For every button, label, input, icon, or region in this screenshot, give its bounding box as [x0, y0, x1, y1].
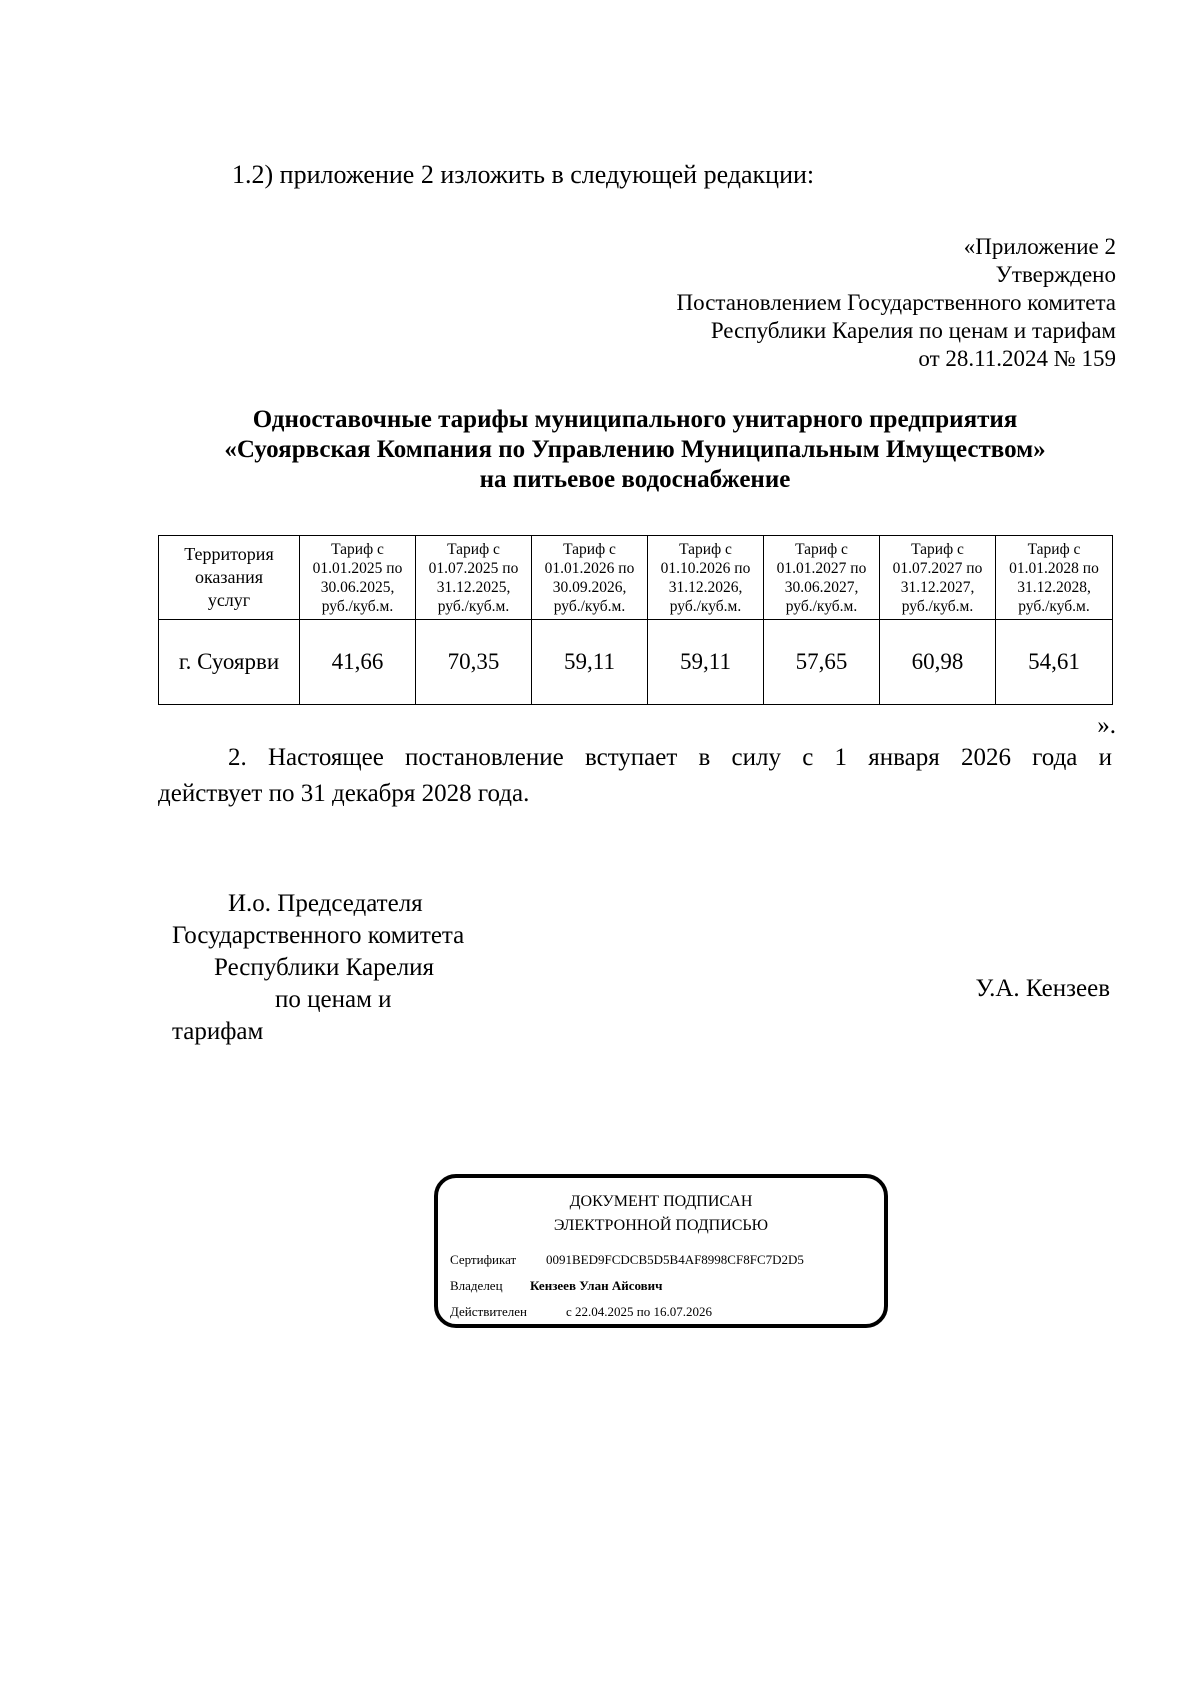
stamp-validity-row: Действителен с 22.04.2025 по 16.07.2026 [450, 1304, 712, 1319]
signer-name: У.А. Кензеев [975, 975, 1110, 1002]
signer-title-line: по ценам и [275, 986, 392, 1013]
signer-title-line: Республики Карелия [214, 954, 435, 981]
header-cell-tariff: Тариф с 01.01.2027 по 30.06.2027, руб./куб.м. [764, 536, 880, 620]
effective-date-paragraph [158, 740, 1112, 812]
lead-paragraph: 1.2) приложение 2 изложить в следующей редакции: [232, 160, 815, 189]
paragraph-line: 2. Настоящее постановление вступает в силу с 1 января 2026 года и [228, 744, 1112, 771]
header-cell-tariff: Тариф с 01.10.2026 по 31.12.2026, руб./куб.м. [648, 536, 764, 620]
signer-title-line: тарифам [172, 1018, 264, 1045]
stamp-certificate-row: Сертификат 0091BED9FCDCB5D5B4AF8998CF8FC7D2D5 [450, 1252, 804, 1267]
stamp-owner-row: Владелец Кензеев Улан Айсович [450, 1278, 663, 1293]
approval-line: Республики Карелия по ценам и тарифам [710, 318, 1116, 343]
signer-title-line: Государственного комитета [172, 922, 465, 949]
title-line: Одноставочные тарифы муниципального унитарного предприятия [252, 406, 1018, 433]
tariff-value-cell: 60,98 [880, 620, 996, 705]
title-line: «Суоярвская Компания по Управлению Муниципальным Имуществом» [224, 436, 1046, 463]
electronic-signature-stamp [434, 1174, 888, 1328]
approval-line: Постановлением Государственного комитета [676, 290, 1116, 315]
tariff-value-cell: 54,61 [996, 620, 1113, 705]
tariff-value-cell: 57,65 [764, 620, 880, 705]
approval-block [677, 233, 1116, 373]
tariff-value-cell: 41,66 [300, 620, 416, 705]
document-title [155, 405, 1115, 495]
tariff-value-cell: 59,11 [532, 620, 648, 705]
header-cell-tariff: Тариф с 01.07.2027 по 31.12.2027, руб./куб.м. [880, 536, 996, 620]
header-cell-tariff: Тариф с 01.07.2025 по 31.12.2025, руб./куб.м. [416, 536, 532, 620]
signer-title-line: И.о. Председателя [228, 890, 423, 917]
approval-line: от 28.11.2024 № 159 [918, 346, 1116, 371]
tariff-value-cell: 59,11 [648, 620, 764, 705]
approval-line: «Приложение 2 [963, 234, 1116, 259]
header-cell-territory: Территория оказания услуг [159, 536, 300, 620]
tariff-value-cell: 70,35 [416, 620, 532, 705]
title-line: на питьевое водоснабжение [479, 466, 791, 493]
header-cell-tariff: Тариф с 01.01.2025 по 30.06.2025, руб./куб.м. [300, 536, 416, 620]
territory-cell: г. Суоярви [159, 620, 300, 705]
table-row [159, 620, 1113, 705]
stamp-heading: ДОКУМЕНТ ПОДПИСАН ЭЛЕКТРОННОЙ ПОДПИСЬЮ [553, 1193, 769, 1234]
paragraph-line: действует по 31 декабря 2028 года. [158, 780, 530, 807]
approval-line: Утверждено [995, 262, 1116, 287]
table-header-row [159, 536, 1113, 620]
header-cell-tariff: Тариф с 01.01.2026 по 30.09.2026, руб./куб.м. [532, 536, 648, 620]
closing-quote: ». [1097, 712, 1116, 739]
tariff-table [158, 535, 1113, 705]
header-cell-tariff: Тариф с 01.01.2028 по 31.12.2028, руб./куб.м. [996, 536, 1113, 620]
